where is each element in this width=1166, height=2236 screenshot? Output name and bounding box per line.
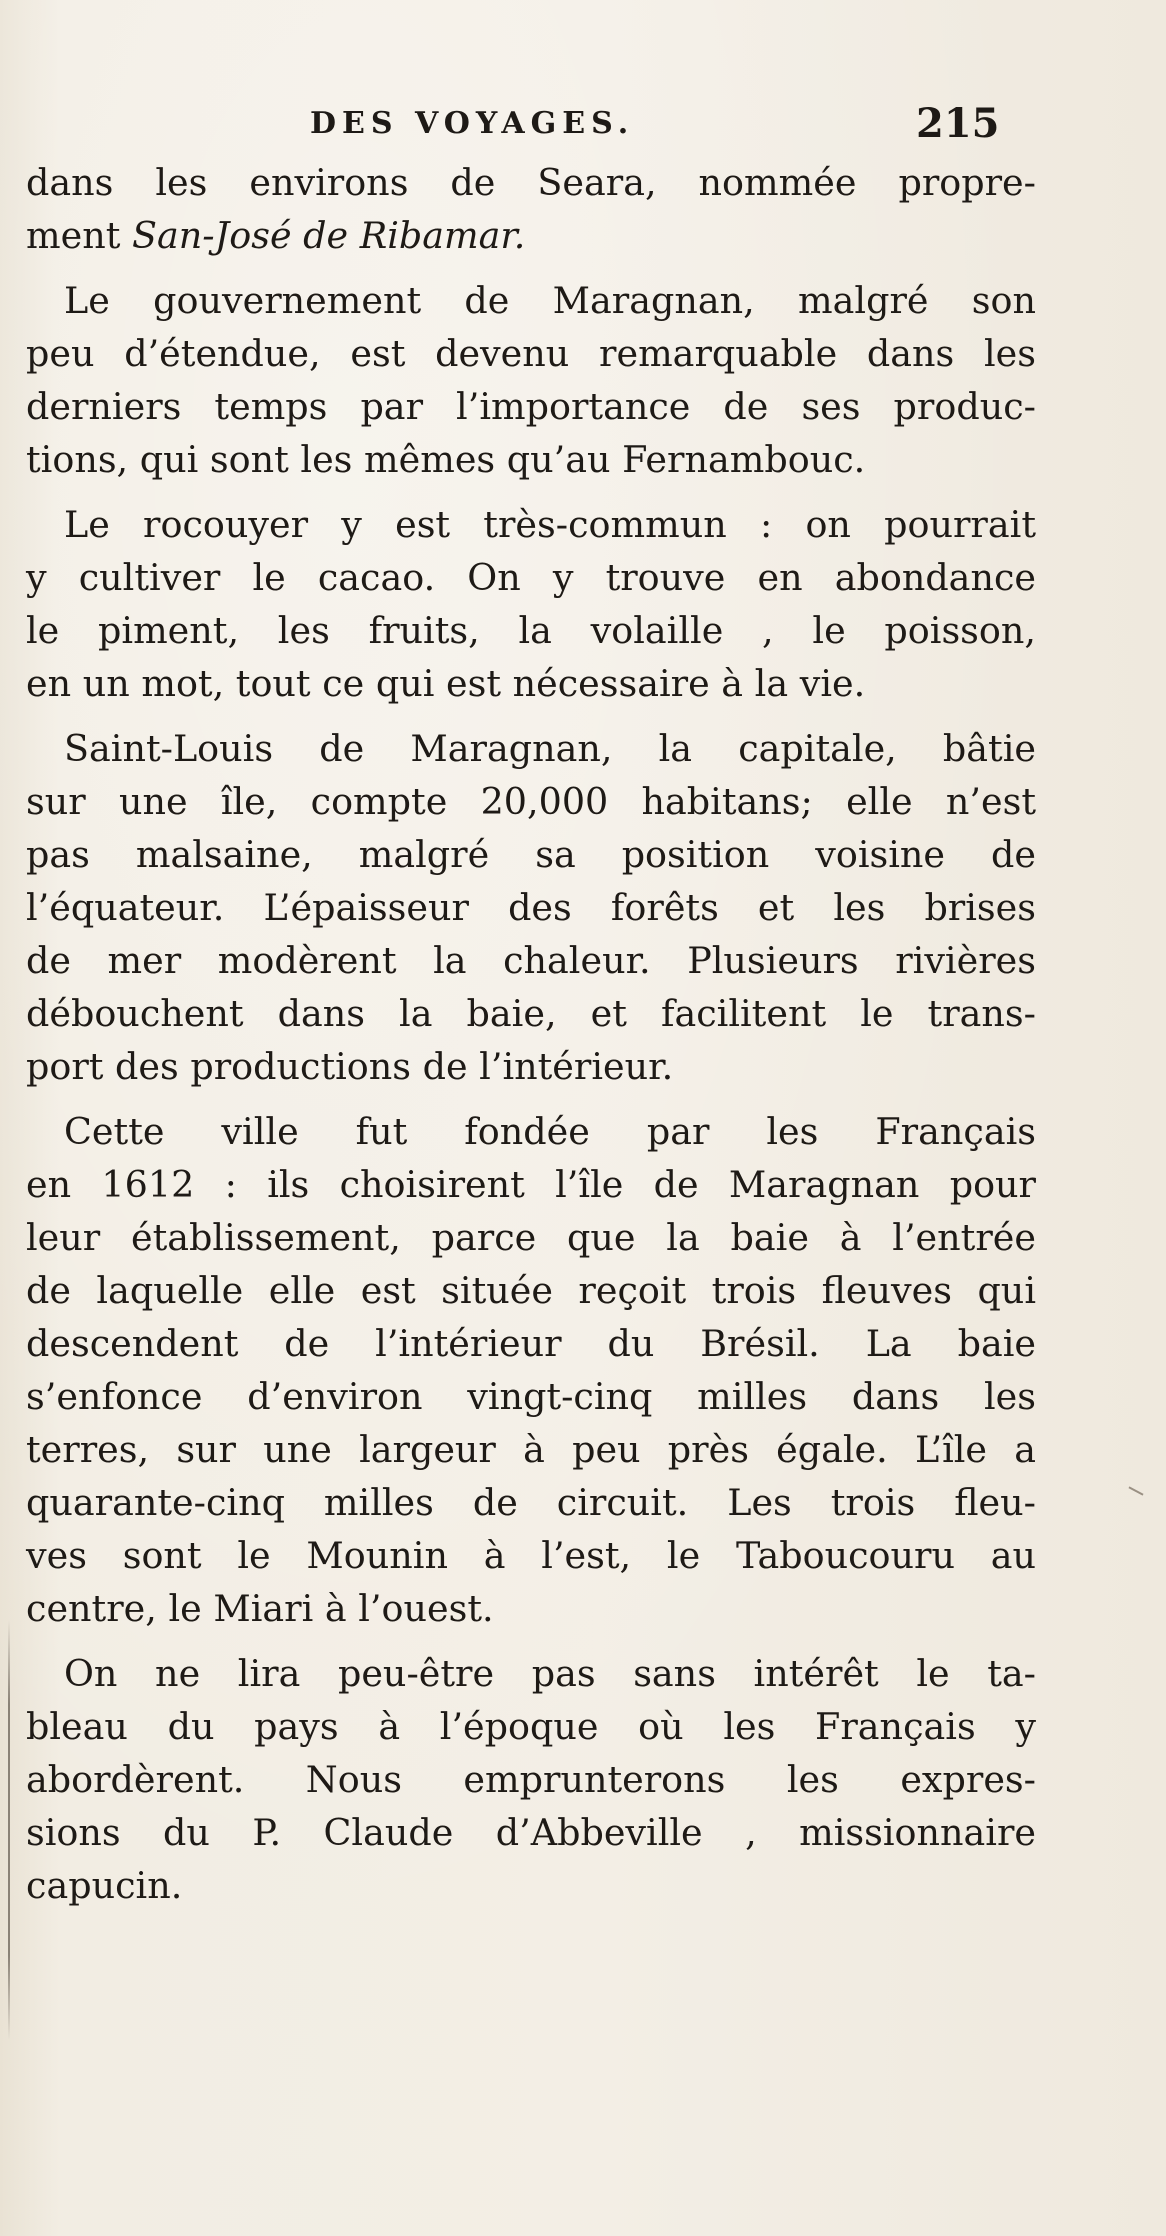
place-name-italic: San-José de Ribamar. — [132, 214, 526, 257]
text-line: dans les environs de Seara, nommée propre- — [26, 161, 1036, 204]
text-line: quarante-cinq milles de circuit. Les trois fleu- — [26, 1481, 1036, 1524]
text-line: en 1612 : ils choisirent l’île de Maragnan pour — [26, 1163, 1036, 1206]
text-line: y cultiver le cacao. On y trouve en abondance — [26, 556, 1036, 599]
text-line: centre, le Miari à l’ouest. — [26, 1587, 494, 1630]
paragraph-start: Saint-Louis de Maragnan, la capitale, bâtie — [64, 727, 1036, 770]
text-line: descendent de l’intérieur du Brésil. La baie — [26, 1322, 1036, 1365]
text-line: derniers temps par l’importance de ses produc- — [26, 385, 1036, 428]
running-header — [0, 100, 1166, 160]
text-line: abordèrent. Nous emprunterons les expres- — [26, 1758, 1036, 1801]
text-line: débouchent dans la baie, et facilitent le trans- — [26, 992, 1036, 1035]
text-line: bleau du pays à l’époque où les Français y — [26, 1705, 1036, 1748]
text-line: peu d’étendue, est devenu remarquable dans les — [26, 332, 1036, 375]
text-line: s’enfonce d’environ vingt-cinq milles dans les — [26, 1375, 1036, 1418]
page-edge-shadow — [8, 1620, 10, 2040]
text-line: tions, qui sont les mêmes qu’au Fernambouc. — [26, 438, 866, 481]
text-line: sur une île, compte 20,000 habitans; elle n’est — [26, 780, 1036, 823]
text-line: capucin. — [26, 1864, 183, 1907]
paragraph-start: Le rocouyer y est très-commun : on pourrait — [64, 503, 1036, 546]
text-line: en un mot, tout ce qui est nécessaire à la vie. — [26, 662, 866, 705]
paragraph-start: On ne lira peu-être pas sans intérêt le ta- — [64, 1652, 1036, 1695]
text-line: leur établissement, parce que la baie à l’entrée — [26, 1216, 1036, 1259]
text-line: le piment, les fruits, la volaille , le poisson, — [26, 609, 1036, 652]
text-line: de mer modèrent la chaleur. Plusieurs rivières — [26, 939, 1036, 982]
paragraph-start: Cette ville fut fondée par les Français — [64, 1110, 1036, 1153]
text-line: sions du P. Claude d’Abbeville , missionnaire — [26, 1811, 1036, 1854]
text-line: l’équateur. L’épaisseur des forêts et les brises — [26, 886, 1036, 929]
page-number: 215 — [916, 100, 1000, 147]
text-line-start: ment — [26, 214, 132, 257]
text-line: ves sont le Mounin à l’est, le Taboucouru au — [26, 1534, 1036, 1577]
text-line: terres, sur une largeur à peu près égale. L’île a — [26, 1428, 1036, 1471]
body-text — [26, 156, 1036, 1912]
paragraph-start: Le gouvernement de Maragnan, malgré son — [64, 279, 1036, 322]
text-line: pas malsaine, malgré sa position voisine de — [26, 833, 1036, 876]
margin-mark — [1128, 1486, 1143, 1495]
text-line — [26, 209, 1036, 262]
text-line: port des productions de l’intérieur. — [26, 1045, 674, 1088]
text-line: de laquelle elle est située reçoit trois fleuves qui — [26, 1269, 1036, 1312]
running-title: DES VOYAGES. — [310, 106, 635, 141]
